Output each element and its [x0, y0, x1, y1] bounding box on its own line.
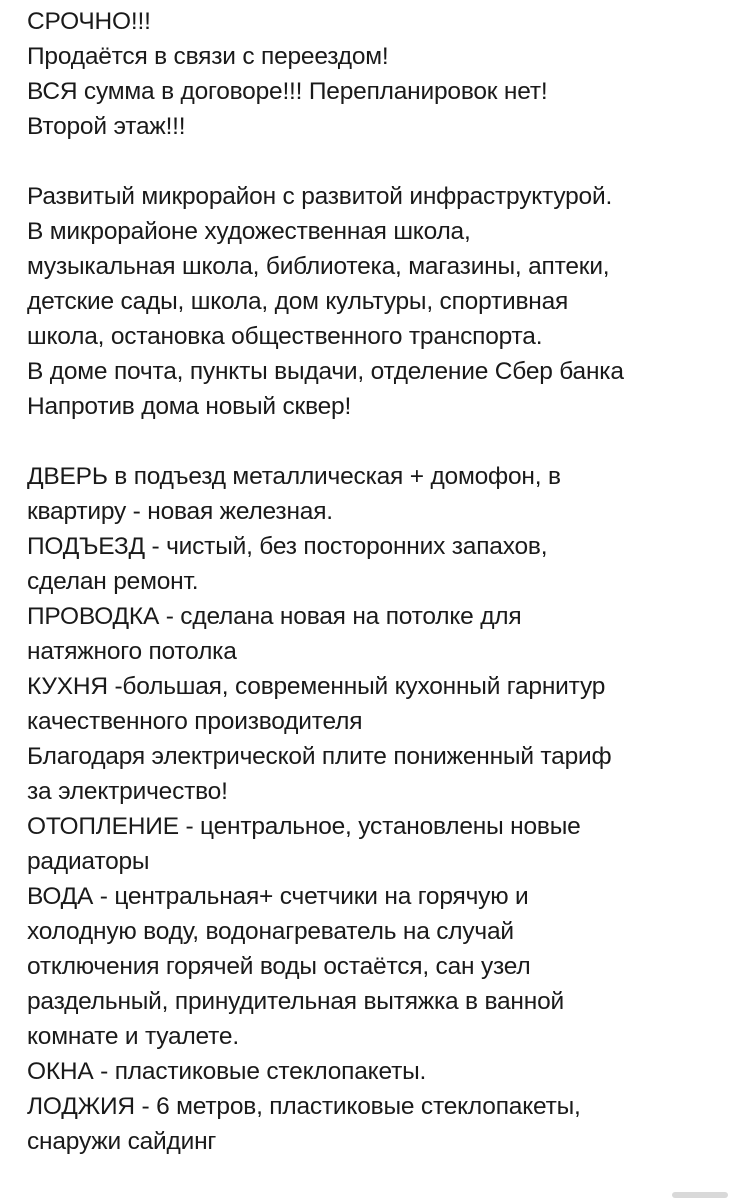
text-line: раздельный, принудительная вытяжка в ванной [27, 988, 565, 1015]
text-line: Благодаря электрической плите пониженный тариф [27, 743, 612, 770]
text-line: СРОЧНО!!! [27, 8, 151, 35]
text-line: качественного производителя [27, 708, 363, 735]
text-line: музыкальная школа, библиотека, магазины, аптеки, [27, 253, 610, 280]
text-line: ДВЕРЬ в подъезд металлическая + домофон, в [27, 463, 561, 490]
text-line: радиаторы [27, 848, 150, 875]
text-line: ЛОДЖИЯ - 6 метров, пластиковые стеклопакеты, [27, 1093, 581, 1120]
listing-description [27, 4, 720, 1159]
text-line: Второй этаж!!! [27, 113, 186, 140]
text-line: ПРОВОДКА - сделана новая на потолке для [27, 603, 522, 630]
text-line: ВСЯ сумма в договоре!!! Перепланировок нет! [27, 78, 548, 105]
scrollbar-thumb[interactable] [672, 1192, 728, 1198]
text-line: ПОДЪЕЗД - чистый, без посторонних запахов, [27, 533, 548, 560]
text-line: детские сады, школа, дом культуры, спортивная [27, 288, 569, 315]
text-line: за электричество! [27, 778, 228, 805]
text-line: В доме почта, пункты выдачи, отделение Сбер банка [27, 358, 624, 385]
text-line: квартиру - новая железная. [27, 498, 333, 525]
paragraph-gap [27, 144, 720, 179]
text-line: ОТОПЛЕНИЕ - центральное, установлены новые [27, 813, 581, 840]
text-line: КУХНЯ -большая, современный кухонный гарнитур [27, 673, 606, 700]
text-line: отключения горячей воды остаётся, сан узел [27, 953, 531, 980]
text-line: сделан ремонт. [27, 568, 199, 595]
details-block [27, 459, 720, 1159]
text-line: ВОДА - центральная+ счетчики на горячую и [27, 883, 529, 910]
paragraph-gap [27, 424, 720, 459]
text-line: Продаётся в связи с переездом! [27, 43, 389, 70]
text-line: школа, остановка общественного транспорта. [27, 323, 543, 350]
text-line: холодную воду, водонагреватель на случай [27, 918, 514, 945]
text-line: Напротив дома новый сквер! [27, 393, 352, 420]
text-line: натяжного потолка [27, 638, 237, 665]
text-line: В микрорайоне художественная школа, [27, 218, 471, 245]
intro-block [27, 4, 720, 144]
text-line: Развитый микрорайон с развитой инфраструктурой. [27, 183, 613, 210]
text-line: ОКНА - пластиковые стеклопакеты. [27, 1058, 427, 1085]
text-line: снаружи сайдинг [27, 1128, 217, 1155]
area-block [27, 179, 720, 424]
text-line: комнате и туалете. [27, 1023, 239, 1050]
